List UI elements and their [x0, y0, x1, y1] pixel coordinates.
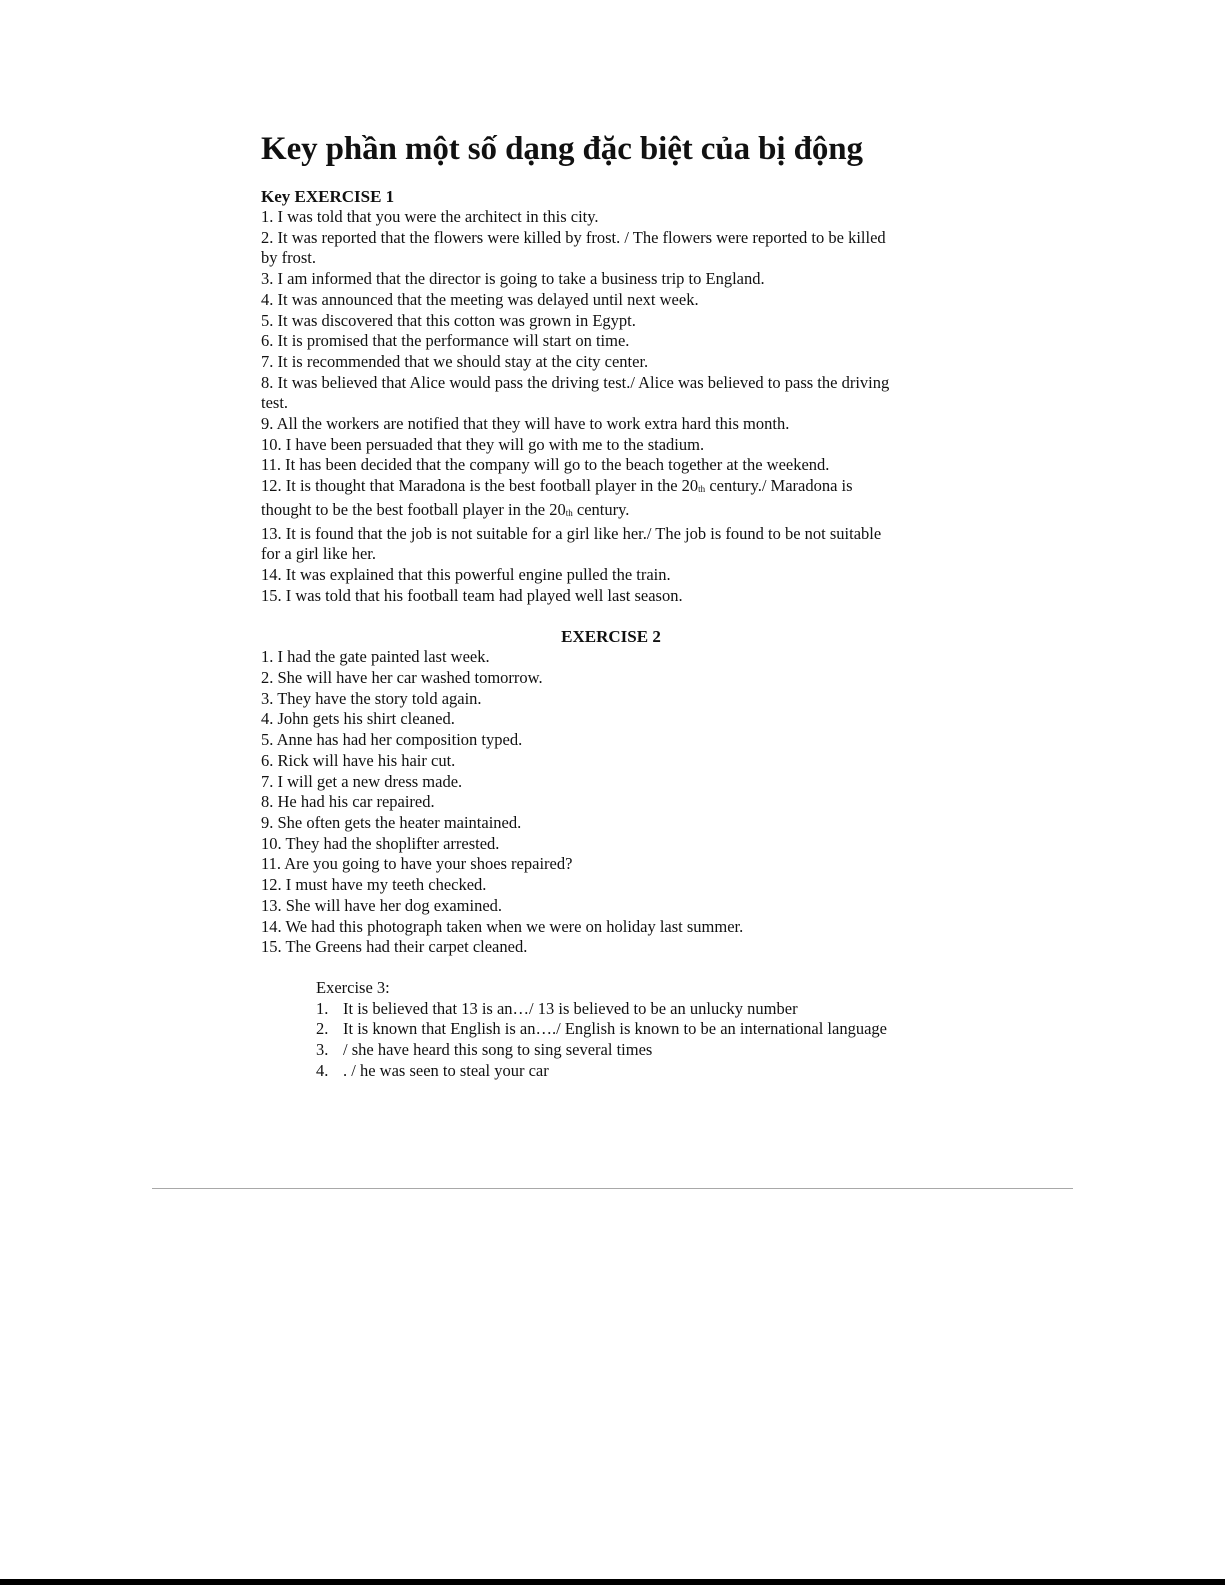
answer-line: 13. It is found that the job is not suitable for a girl like her./ The job is found to be not suitable	[261, 523, 882, 543]
answer-line-12b	[261, 500, 961, 524]
page-divider	[152, 1188, 1073, 1189]
list-item-number: 4.	[316, 1060, 329, 1080]
list-item-text: . / he was seen to steal your car	[343, 1060, 549, 1080]
answer-line: 5. Anne has had her composition typed.	[261, 730, 523, 750]
answer-line: 14. It was explained that this powerful engine pulled the train.	[261, 564, 671, 584]
list-item-text: It is known that English is an…./ English is known to be an international language	[343, 1019, 887, 1039]
answer-line: 8. He had his car repaired.	[261, 792, 435, 812]
answer-line: 7. I will get a new dress made.	[261, 771, 463, 791]
list-item-number: 3.	[316, 1040, 329, 1060]
exercise-1-section	[261, 186, 961, 606]
line-12a-text: 12. It is thought that Maradona is the best football player in the 20	[261, 476, 699, 496]
answer-line: test.	[261, 393, 289, 413]
exercise-2-heading: EXERCISE 2	[561, 627, 661, 647]
list-item-number: 2.	[316, 1019, 329, 1039]
answer-line: 9. All the workers are notified that they will have to work extra hard this month.	[261, 414, 790, 434]
answer-line: 4. It was announced that the meeting was delayed until next week.	[261, 289, 699, 309]
answer-line-12a	[261, 476, 961, 500]
answer-line: 2. It was reported that the flowers were killed by frost. / The flowers were reported to be killed	[261, 227, 886, 247]
answer-line: 3. They have the story told again.	[261, 688, 482, 708]
answer-line: 1. I had the gate painted last week.	[261, 647, 490, 667]
list-item-text: / she have heard this song to sing several times	[343, 1040, 653, 1060]
ordinal-suffix: th	[698, 484, 706, 495]
answer-line: 15. The Greens had their carpet cleaned.	[261, 937, 528, 957]
list-item	[316, 1061, 961, 1082]
answer-line: 10. They had the shoplifter arrested.	[261, 833, 500, 853]
exercise-1-heading: Key EXERCISE 1	[261, 187, 395, 206]
answer-line: 5. It was discovered that this cotton was grown in Egypt.	[261, 310, 636, 330]
answer-line: 6. It is promised that the performance will start on time.	[261, 331, 630, 351]
exercise-2-section	[261, 626, 961, 958]
answer-line: 11. Are you going to have your shoes repaired?	[261, 854, 573, 874]
answer-line: 4. John gets his shirt cleaned.	[261, 709, 455, 729]
document-page	[261, 126, 961, 1081]
line-12b-tail: century.	[572, 499, 630, 519]
answer-line: 6. Rick will have his hair cut.	[261, 750, 456, 770]
answer-line: 9. She often gets the heater maintained.	[261, 812, 522, 832]
answer-line: 10. I have been persuaded that they will go with me to the stadium.	[261, 434, 705, 454]
answer-line: 1. I was told that you were the architect in this city.	[261, 207, 599, 226]
answer-line: 3. I am informed that the director is going to take a business trip to England.	[261, 269, 765, 289]
answer-line: 13. She will have her dog examined.	[261, 895, 503, 915]
answer-line: 2. She will have her car washed tomorrow.	[261, 668, 543, 688]
answer-line: 7. It is recommended that we should stay at the city center.	[261, 351, 649, 371]
answer-line: 14. We had this photograph taken when we were on holiday last summer.	[261, 916, 744, 936]
list-item	[316, 1040, 961, 1061]
list-item	[316, 999, 961, 1020]
bottom-edge-bar	[0, 1579, 1225, 1585]
ordinal-suffix: th	[565, 507, 573, 518]
list-item-text: It is believed that 13 is an…/ 13 is believed to be an unlucky number	[343, 998, 798, 1018]
answer-line: for a girl like her.	[261, 544, 377, 564]
answer-line: 11. It has been decided that the company will go to the beach together at the weekend.	[261, 455, 830, 475]
list-item-number: 1.	[316, 998, 329, 1018]
page-title: Key phần một số dạng đặc biệt của bị động	[261, 131, 863, 167]
exercise-3-heading: Exercise 3:	[316, 977, 390, 997]
answer-line: 12. I must have my teeth checked.	[261, 875, 487, 895]
list-item	[316, 1019, 961, 1040]
exercise-3-section	[316, 978, 961, 1082]
line-12b-text: thought to be the best football player in the 20	[261, 499, 566, 519]
line-12a-tail: century./ Maradona is	[705, 476, 853, 496]
answer-line: by frost.	[261, 248, 316, 268]
answer-line: 8. It was believed that Alice would pass the driving test./ Alice was believed to pass the driving	[261, 372, 890, 392]
answer-line: 15. I was told that his football team had played well last season.	[261, 585, 683, 605]
